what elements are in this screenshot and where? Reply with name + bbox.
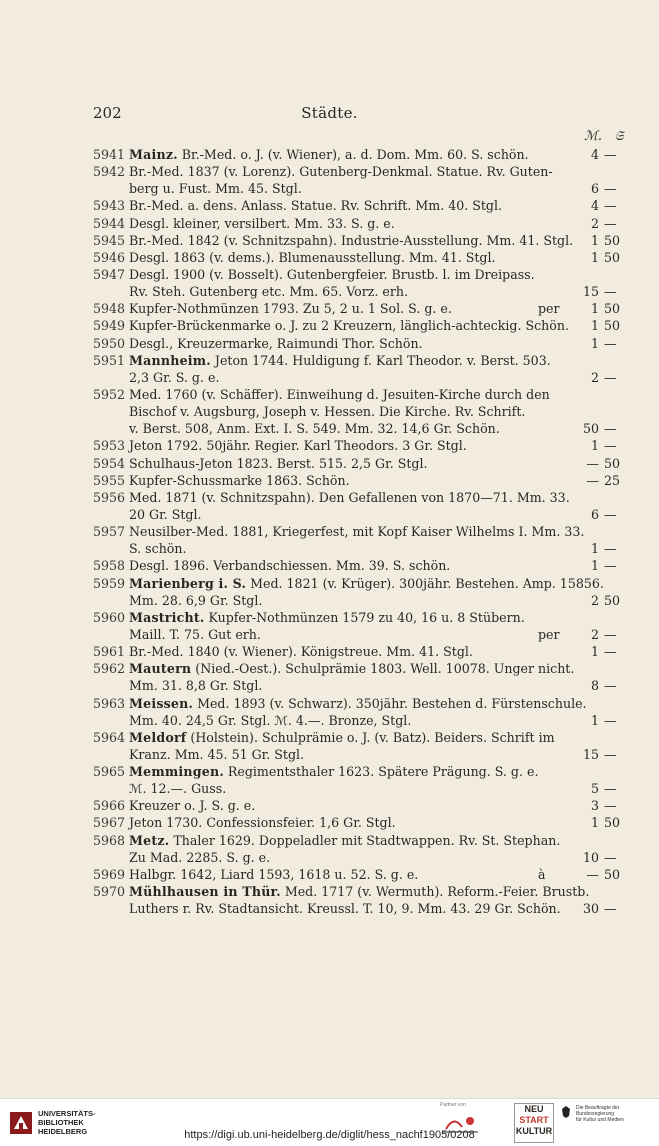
lot-description xyxy=(129,369,219,386)
lot-description xyxy=(129,712,411,729)
description-text: Mm. 28. 6,9 Gr. Stgl. xyxy=(129,592,263,608)
lot-description xyxy=(129,317,569,334)
catalog-line xyxy=(0,163,659,180)
price-pfennig: — xyxy=(604,849,617,865)
mark-column-label: ℳ. xyxy=(583,129,603,144)
federal-eagle-icon xyxy=(560,1105,572,1119)
city-name: Mühlhausen in Thür. xyxy=(129,884,281,900)
lot-description xyxy=(129,677,262,694)
lot-number: 5952 xyxy=(93,386,126,402)
price-mark: 1 xyxy=(590,541,599,557)
price-pfennig: — xyxy=(604,678,617,694)
price-pfennig: — xyxy=(604,335,617,351)
lot-description xyxy=(129,575,604,592)
price-mark: 30 xyxy=(582,901,599,917)
catalog-line xyxy=(0,626,659,643)
price-pfennig: — xyxy=(604,284,617,300)
catalog-line xyxy=(0,677,659,694)
price-mark: 10 xyxy=(582,849,599,865)
price-mark: 3 xyxy=(590,798,599,814)
lot-description xyxy=(129,660,574,677)
price-mark: 2 xyxy=(590,369,599,385)
viewer-footer xyxy=(0,1098,659,1146)
lot-description xyxy=(129,249,496,266)
permalink-url[interactable]: https://digi.ub.uni-heidelberg.de/diglit/hess_nachf1905/0208 xyxy=(184,1129,475,1141)
lot-description xyxy=(129,163,553,180)
description-text: (Holstein). Schulprämie o. J. (v. Batz). Beiders. Schrift im xyxy=(186,729,555,745)
price-mark: — xyxy=(586,472,599,488)
catalog-line xyxy=(0,900,659,917)
price-pfennig: — xyxy=(604,712,617,728)
description-text: Med. 1871 (v. Schnitzspahn). Den Gefallenen von 1870—71. Mm. 33. xyxy=(129,489,570,505)
lot-description xyxy=(129,695,587,712)
description-text: Kupfer-Nothmünzen 1793. Zu 5, 2 u. 1 Sol. S. g. e. xyxy=(129,301,452,317)
description-text: Br.-Med. a. dens. Anlass. Statue. Rv. Schrift. Mm. 40. Stgl. xyxy=(129,198,503,214)
price-pfennig: — xyxy=(604,558,617,574)
description-text: Halbgr. 1642, Liard 1593, 1618 u. 52. S. g. e. xyxy=(129,866,419,882)
catalog-line xyxy=(0,866,659,883)
city-name: Mastricht. xyxy=(129,609,205,625)
lot-description xyxy=(129,335,423,352)
price-mark: 1 xyxy=(590,335,599,351)
lot-description xyxy=(129,180,302,197)
lot-number: 5969 xyxy=(93,866,126,882)
unit-qualifier: per xyxy=(538,301,560,317)
catalog-line xyxy=(0,335,659,352)
price-mark: 1 xyxy=(590,815,599,831)
page-title: Städte. xyxy=(301,104,358,122)
library-name[interactable]: UNIVERSITÄTS- BIBLIOTHEK HEIDELBERG xyxy=(38,1109,96,1136)
lot-number: 5962 xyxy=(93,661,126,677)
city-name: Memmingen. xyxy=(129,764,224,780)
catalog-line xyxy=(0,609,659,626)
catalog-line xyxy=(0,660,659,677)
price-pfennig: — xyxy=(604,798,617,814)
price-pfennig: 50 xyxy=(604,249,621,265)
catalog-line xyxy=(0,266,659,283)
catalog-line xyxy=(0,455,659,472)
description-text: Desgl. kleiner, versilbert. Mm. 33. S. g. e. xyxy=(129,215,395,231)
description-text: Bischof v. Augsburg, Joseph v. Hessen. Die Kirche. Rv. Schrift. xyxy=(129,404,526,420)
price-mark: 5 xyxy=(590,781,599,797)
description-text: Regimentsthaler 1623. Spätere Prägung. S. g. e. xyxy=(223,764,539,780)
lot-number: 5964 xyxy=(93,729,126,745)
description-text: Med. 1760 (v. Schäffer). Einweihung d. Jesuiten-Kirche durch den xyxy=(129,386,550,402)
lot-description xyxy=(129,729,555,746)
lot-description xyxy=(129,352,551,369)
lot-description xyxy=(129,215,395,232)
catalog-line xyxy=(0,352,659,369)
lot-description xyxy=(129,283,408,300)
lot-number: 5960 xyxy=(93,609,126,625)
catalog-line xyxy=(0,506,659,523)
price-mark: — xyxy=(586,866,599,882)
price-pfennig: 50 xyxy=(604,815,621,831)
price-pfennig: — xyxy=(604,147,617,162)
catalog-line xyxy=(0,215,659,232)
catalog-line xyxy=(0,403,659,420)
price-pfennig: — xyxy=(604,181,617,197)
description-text: Mm. 31. 8,8 Gr. Stgl. xyxy=(129,678,263,694)
catalog-line xyxy=(0,763,659,780)
lot-number: 5947 xyxy=(93,266,126,282)
description-text: Zu Mad. 2285. S. g. e. xyxy=(129,849,271,865)
price-mark: 15 xyxy=(582,284,599,300)
catalog-line xyxy=(0,249,659,266)
catalog-line xyxy=(0,712,659,729)
lot-description xyxy=(129,883,589,900)
price-pfennig: 50 xyxy=(604,592,621,608)
lot-description xyxy=(129,866,418,883)
lot-description xyxy=(129,643,473,660)
city-name: Mautern xyxy=(129,661,192,677)
catalog-line xyxy=(0,489,659,506)
lot-number: 5965 xyxy=(93,764,126,780)
lot-description xyxy=(129,455,428,472)
description-text: Br.-Med. 1837 (v. Lorenz). Gutenberg-Denkmal. Statue. Rv. Guten- xyxy=(129,164,553,180)
description-text: Jeton 1792. 50jähr. Regier. Karl Theodors. 3 Gr. Stgl. xyxy=(129,438,467,454)
catalog-line xyxy=(0,232,659,249)
description-text: Br.-Med. 1840 (v. Wiener). Königstreue. Mm. 41. Stgl. xyxy=(129,644,473,660)
catalog-line xyxy=(0,180,659,197)
lot-number: 5942 xyxy=(93,164,126,180)
catalog-line xyxy=(0,557,659,574)
lot-number: 5953 xyxy=(93,438,126,454)
price-mark: 4 xyxy=(590,147,599,162)
lot-number: 5970 xyxy=(93,884,126,900)
lot-number: 5959 xyxy=(93,575,126,591)
lot-description xyxy=(129,814,396,831)
lot-number: 5945 xyxy=(93,232,126,248)
price-mark: — xyxy=(586,455,599,471)
lot-description xyxy=(129,403,525,420)
catalog-line xyxy=(0,643,659,660)
catalog-line xyxy=(0,523,659,540)
price-mark: 1 xyxy=(590,318,599,334)
description-text: Desgl. 1900 (v. Bosselt). Gutenbergfeier. Brustb. l. im Dreipass. xyxy=(129,266,535,282)
description-text: Kranz. Mm. 45. 51 Gr. Stgl. xyxy=(129,746,305,762)
lot-description xyxy=(129,849,270,866)
lot-description xyxy=(129,472,350,489)
lot-description xyxy=(129,763,538,780)
description-text: Med. 1717 (v. Wermuth). Reform.-Feier. Brustb. xyxy=(280,884,590,900)
lot-number: 5957 xyxy=(93,524,126,540)
description-text: Br.-Med. 1842 (v. Schnitzspahn). Industrie-Ausstellung. Mm. 41. Stgl. xyxy=(129,232,574,248)
catalog-line xyxy=(0,146,659,163)
lot-number: 5950 xyxy=(93,335,126,351)
catalog-line xyxy=(0,780,659,797)
price-mark: 2 xyxy=(590,215,599,231)
price-pfennig: — xyxy=(604,421,617,437)
lot-description xyxy=(129,232,573,249)
price-pfennig: 50 xyxy=(604,232,621,248)
lot-description xyxy=(129,746,304,763)
lot-number: 5961 xyxy=(93,644,126,660)
description-text: Med. 1893 (v. Schwarz). 350jähr. Bestehen d. Fürstenschule. xyxy=(193,695,587,711)
description-text: 2,3 Gr. S. g. e. xyxy=(129,369,220,385)
city-name: Mainz. xyxy=(129,147,178,162)
catalog-line xyxy=(0,746,659,763)
price-pfennig: 25 xyxy=(604,472,621,488)
catalog-line xyxy=(0,849,659,866)
unit-qualifier: à xyxy=(538,866,546,882)
price-mark: 1 xyxy=(590,232,599,248)
description-text: Maill. T. 75. Gut erh. xyxy=(129,626,261,642)
catalog-line xyxy=(0,832,659,849)
description-text: ℳ. 12.—. Guss. xyxy=(129,781,227,797)
lot-description xyxy=(129,523,584,540)
price-mark: 1 xyxy=(590,558,599,574)
description-text: Jeton 1744. Huldigung f. Karl Theodor. v. Berst. 503. xyxy=(210,352,551,368)
catalog-line xyxy=(0,437,659,454)
lot-number: 5951 xyxy=(93,352,126,368)
price-mark: 2 xyxy=(590,626,599,642)
pfennig-column-label: 𝔖 xyxy=(614,129,624,144)
lot-description xyxy=(129,900,561,917)
price-pfennig: 50 xyxy=(604,455,621,471)
catalog-line xyxy=(0,575,659,592)
price-mark: 1 xyxy=(590,712,599,728)
lot-description xyxy=(129,780,226,797)
price-pfennig: 50 xyxy=(604,866,621,882)
description-text: Br.-Med. o. J. (v. Wiener), a. d. Dom. Mm. 60. S. schön. xyxy=(177,147,529,162)
price-mark: 4 xyxy=(590,198,599,214)
description-text: Thaler 1629. Doppeladler mit Stadtwappen. Rv. St. Stephan. xyxy=(169,832,561,848)
lot-number: 5948 xyxy=(93,301,126,317)
page-number: 202 xyxy=(93,104,122,122)
description-text: Luthers r. Rv. Stadtansicht. Kreussl. T. 10, 9. Mm. 43. 29 Gr. Schön. xyxy=(129,901,561,917)
lot-description xyxy=(129,437,467,454)
price-mark: 6 xyxy=(590,506,599,522)
catalog-line xyxy=(0,317,659,334)
description-text: 20 Gr. Stgl. xyxy=(129,506,202,522)
lot-description xyxy=(129,489,570,506)
description-text: Neusilber-Med. 1881, Kriegerfest, mit Kopf Kaiser Wilhelms I. Mm. 33. xyxy=(129,524,585,540)
lot-number: 5966 xyxy=(93,798,126,814)
lot-number: 5968 xyxy=(93,832,126,848)
lot-number: 5963 xyxy=(93,695,126,711)
description-text: Desgl., Kreuzermarke, Raimundi Thor. Schön. xyxy=(129,335,423,351)
description-text: Desgl. 1863 (v. dems.). Blumenausstellung. Mm. 41. Stgl. xyxy=(129,249,496,265)
price-mark: 1 xyxy=(590,438,599,454)
lot-description xyxy=(129,592,262,609)
lot-description xyxy=(129,797,255,814)
price-pfennig: 50 xyxy=(604,301,621,317)
catalog-line xyxy=(0,369,659,386)
description-text: Desgl. 1896. Verbandschiessen. Mm. 39. S. schön. xyxy=(129,558,451,574)
price-mark: 6 xyxy=(590,181,599,197)
price-pfennig: — xyxy=(604,781,617,797)
catalog-line xyxy=(0,592,659,609)
city-name: Marienberg i. S. xyxy=(129,575,247,591)
lot-description xyxy=(129,266,535,283)
lot-number: 5956 xyxy=(93,489,126,505)
lot-description xyxy=(129,626,261,643)
neustart-kultur-logo[interactable]: NEU START KULTUR xyxy=(514,1103,554,1143)
catalog-list xyxy=(0,146,659,917)
city-name: Meissen. xyxy=(129,695,194,711)
description-text: Mm. 40. 24,5 Gr. Stgl. ℳ. 4.—. Bronze, Stgl. xyxy=(129,712,412,728)
catalog-line xyxy=(0,420,659,437)
price-pfennig: — xyxy=(604,746,617,762)
description-text: Kupfer-Brückenmarke o. J. zu 2 Kreuzern, länglich-achteckig. Schön. xyxy=(129,318,569,334)
lot-description xyxy=(129,832,560,849)
price-pfennig: — xyxy=(604,506,617,522)
catalog-line xyxy=(0,197,659,214)
city-name: Mannheim. xyxy=(129,352,211,368)
city-name: Metz. xyxy=(129,832,170,848)
partner-label: Partner von xyxy=(440,1102,466,1108)
description-text: Kupfer-Nothmünzen 1579 zu 40, 16 u. 8 Stübern. xyxy=(204,609,525,625)
lot-number: 5943 xyxy=(93,198,126,214)
lot-number: 5955 xyxy=(93,472,126,488)
price-pfennig: — xyxy=(604,541,617,557)
description-text: Jeton 1730. Confessionsfeier. 1,6 Gr. Stgl. xyxy=(129,815,396,831)
catalog-line xyxy=(0,695,659,712)
description-text: Rv. Steh. Gutenberg etc. Mm. 65. Vorz. erh. xyxy=(129,284,408,300)
description-text: berg u. Fust. Mm. 45. Stgl. xyxy=(129,181,302,197)
column-header xyxy=(582,129,630,144)
price-mark: 15 xyxy=(582,746,599,762)
catalog-line xyxy=(0,540,659,557)
catalog-line xyxy=(0,797,659,814)
lot-number: 5949 xyxy=(93,318,126,334)
price-pfennig: — xyxy=(604,438,617,454)
description-text: v. Berst. 508, Anm. Ext. I. S. 549. Mm. 32. 14,6 Gr. Schön. xyxy=(129,421,500,437)
lot-description xyxy=(129,609,525,626)
description-text: Kreuzer o. J. S. g. e. xyxy=(129,798,256,814)
price-pfennig: — xyxy=(604,198,617,214)
description-text: Kupfer-Schussmarke 1863. Schön. xyxy=(129,472,350,488)
lot-description xyxy=(129,557,450,574)
lot-description xyxy=(129,386,550,403)
catalog-line xyxy=(0,386,659,403)
description-text: Schulhaus-Jeton 1823. Berst. 515. 2,5 Gr. Stgl. xyxy=(129,455,428,471)
description-text: Med. 1821 (v. Krüger). 300jähr. Bestehen. Amp. 15856. xyxy=(246,575,604,591)
lot-description xyxy=(129,146,529,163)
lot-description xyxy=(129,506,202,523)
catalog-line xyxy=(0,883,659,900)
price-mark: 1 xyxy=(590,644,599,660)
lot-number: 5954 xyxy=(93,455,126,471)
catalog-line xyxy=(0,283,659,300)
catalog-line xyxy=(0,300,659,317)
city-name: Meldorf xyxy=(129,729,187,745)
lot-number: 5958 xyxy=(93,558,126,574)
price-pfennig: — xyxy=(604,215,617,231)
lot-number: 5967 xyxy=(93,815,126,831)
price-pfennig: — xyxy=(604,644,617,660)
lot-number: 5946 xyxy=(93,249,126,265)
lot-description xyxy=(129,300,452,317)
lot-description xyxy=(129,197,502,214)
catalog-line xyxy=(0,814,659,831)
price-mark: 1 xyxy=(590,249,599,265)
federal-commissioner-logo[interactable]: Die Beauftragte der Bundesregierung für Kultur und Medien xyxy=(560,1105,648,1123)
catalog-line xyxy=(0,472,659,489)
unit-qualifier: per xyxy=(538,626,560,642)
price-mark: 8 xyxy=(590,678,599,694)
lot-description xyxy=(129,540,187,557)
price-mark: 2 xyxy=(590,592,599,608)
lot-description xyxy=(129,420,500,437)
price-pfennig: — xyxy=(604,369,617,385)
price-pfennig: — xyxy=(604,626,617,642)
price-pfennig: 50 xyxy=(604,318,621,334)
price-mark: 1 xyxy=(590,301,599,317)
catalog-line xyxy=(0,729,659,746)
lot-number: 5941 xyxy=(93,147,126,162)
price-pfennig: — xyxy=(604,901,617,917)
description-text: (Nied.-Oest.). Schulprämie 1803. Well. 10078. Unger nicht. xyxy=(191,661,575,677)
price-mark: 50 xyxy=(582,421,599,437)
description-text: S. schön. xyxy=(129,541,187,557)
lot-number: 5944 xyxy=(93,215,126,231)
